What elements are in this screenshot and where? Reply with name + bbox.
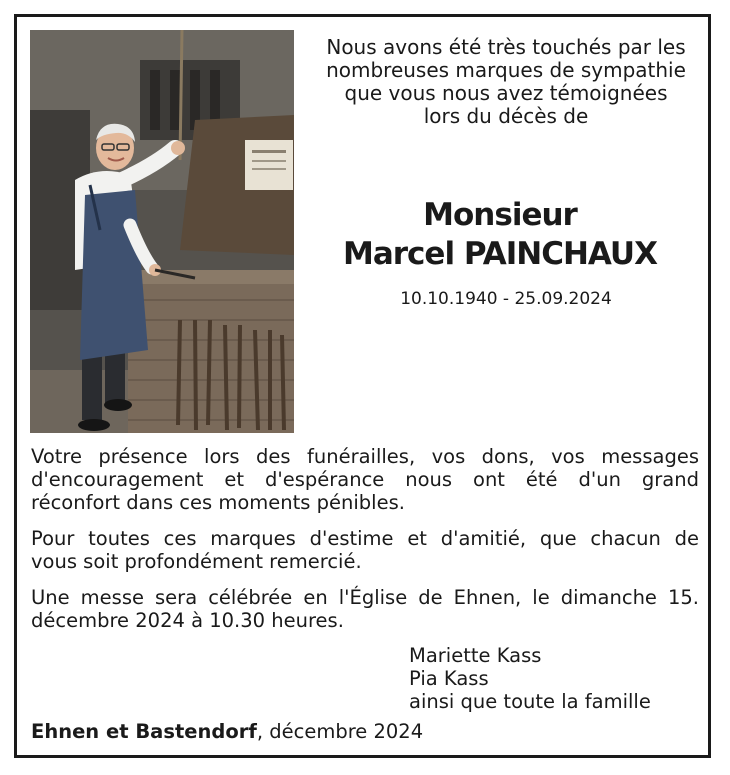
mass-paragraph (31, 586, 699, 632)
paragraph-line: vous soit profondément remercié. (31, 550, 362, 573)
intro-line: que vous nous avez témoignées (344, 81, 668, 105)
blacksmith-photo-illustration (30, 30, 294, 433)
intro-line: lors du décès de (423, 104, 589, 128)
signer-name: ainsi que toute la famille (409, 690, 651, 713)
deceased-title: Monsieur (423, 197, 577, 233)
intro-line: nombreuses marques de sympathie (326, 58, 686, 82)
signers-list (409, 644, 651, 713)
thanks-paragraph (31, 445, 699, 514)
intro-text (306, 36, 706, 128)
paragraph-line: d'encouragement et d'espérance nous ont été d'un grand (31, 468, 699, 491)
deceased-name: Marcel PAINCHAUX (342, 236, 658, 272)
paragraph-line: Une messe sera célébrée en l'Église de Ehnen, le dimanche 15. (31, 586, 699, 609)
paragraph-line: décembre 2024 à 10.30 heures. (31, 609, 344, 632)
deceased-name-block (300, 196, 700, 274)
signer-name: Pia Kass (409, 667, 489, 690)
signer-name: Mariette Kass (409, 644, 542, 667)
life-dates: 10.10.1940 - 25.09.2024 (400, 289, 612, 309)
paragraph-line: Votre présence lors des funérailles, vos dons, vos messages (31, 445, 699, 468)
paragraph-line: Pour toutes ces marques d'estime et d'amitié, que chacun de (31, 527, 699, 550)
footer-date: , décembre 2024 (256, 720, 424, 743)
portrait-photo (30, 30, 294, 433)
gratitude-paragraph (31, 527, 699, 573)
place-date-footer (31, 720, 423, 743)
intro-line: Nous avons été très touchés par les (326, 35, 686, 59)
paragraph-line: réconfort dans ces moments pénibles. (31, 491, 405, 514)
footer-place: Ehnen et Bastendorf (31, 720, 257, 743)
